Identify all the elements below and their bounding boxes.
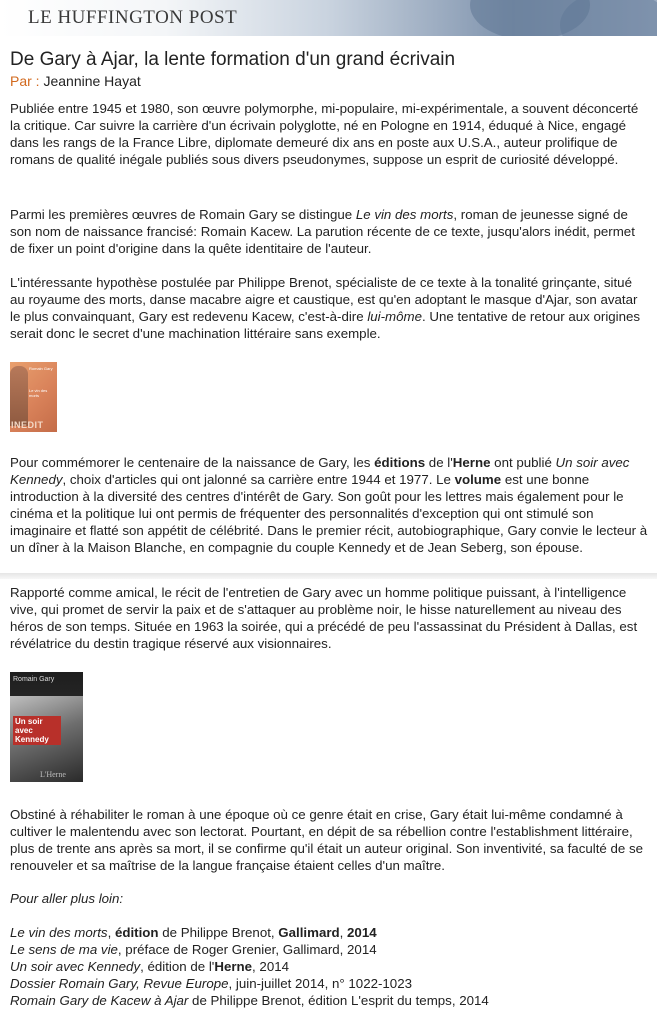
reference-item [10, 924, 650, 941]
paragraph-3 [10, 274, 650, 342]
ref-link-2014[interactable]: 2014 [347, 925, 377, 940]
ref-link-gallimard[interactable]: Gallimard [278, 925, 340, 940]
ref-text: , [339, 925, 348, 940]
further-reading-title: Pour aller plus loin: [10, 891, 124, 906]
p3-text-a: L'intéressante hypothèse postulée par Philippe Brenot, spécialiste de ce texte à la tonalité grinçante, situé au royaume des morts, danse macabre aigre et caustique, est qu'en adoptant le masque d'Ajar, son avatar le plus convainquant, Gary est redevenu Kacew, c'est-à-dire [10, 275, 638, 324]
cover2-author: Romain Gary [13, 676, 55, 683]
ref-text: de Philippe Brenot, [158, 925, 279, 940]
p4-text-e: ont publié [490, 455, 556, 470]
ref-text: , juin-juillet 2014, n° 1022-1023 [228, 976, 412, 991]
cover1-publisher: INEDIT [11, 420, 44, 430]
ref-text: , édition de l' [140, 959, 215, 974]
paragraph-5 [10, 584, 650, 652]
p4-text-a: Pour commémorer le centenaire de la naissance de Gary, les [10, 455, 375, 470]
reference-item [10, 992, 650, 1009]
p2-text-a: Parmi les premières œuvres de Romain Gary se distingue [10, 207, 356, 222]
p4-link-editions[interactable]: éditions [374, 455, 426, 470]
p2-text-c: , roman de jeunesse signé de son nom de naissance francisé: Romain Kacew. La parution récente de ce texte, jusqu'alors inédit, permet de fixer un point d'origine dans la quête identitaire de l'auteur. [10, 207, 635, 256]
ref-text: , préface de Roger Grenier, Gallimard, 2014 [117, 942, 377, 957]
cover1-title: Le vin des morts [29, 388, 48, 398]
ref-title: Le sens de ma vie [10, 942, 118, 957]
p4-text-g: , choix d'articles qui ont jalonné sa carrière entre 1944 et 1977. Le [62, 472, 455, 487]
paragraph-2 [10, 206, 650, 257]
book-cover-le-vin-des-morts[interactable] [10, 362, 57, 432]
cover1-author: Romain Gary [29, 366, 53, 371]
paragraph-5-text: Rapporté comme amical, le récit de l'entretien de Gary avec un homme politique puissant, à l'intelligence vive, qui promet de servir la paix et de s'attaquer au problème noir, le hisse naturellement au niveau des héros de son temps. Située en 1963 la soirée, qui a précédé de peu l'assassinat du Président à Dallas, est révélatrice du destin tragique réservé aux visionnaires. [10, 585, 638, 651]
ref-title: Un soir avec Kennedy [10, 959, 141, 974]
p2-book-title: Le vin des morts [355, 207, 454, 222]
paragraph-1 [10, 100, 650, 168]
p4-text-c: de l' [425, 455, 453, 470]
reference-item [10, 958, 650, 975]
p4-link-herne[interactable]: Herne [452, 455, 491, 470]
ref-title: Romain Gary de Kacew à Ajar [10, 993, 189, 1008]
p3-text-c: . Une tentative de retour aux origines serait donc le secret d'une machination littéraire sans exemple. [10, 309, 641, 341]
ref-link-herne[interactable]: Herne [214, 959, 253, 974]
cover2-publisher: L'Herne [40, 770, 66, 779]
portrait-image [10, 366, 28, 426]
paragraph-4 [10, 454, 650, 556]
reference-item [10, 975, 650, 992]
references-list [10, 924, 650, 1009]
section-divider [0, 573, 657, 579]
p4-text-i: est une bonne introduction à la diversité des centres d'intérêt de Gary. Son goût pour les lettres mais également pour le cinéma et la politique lui ont permis de fréquenter des personnalités d'exception qui ont stimulé son imaginaire et flatté son appétit de célébrité. Dans le premier récit, autobiographique, Gary convie le lecteur à un dîner à la Maison Blanche, en compagnie du couple Kennedy et de Jean Seberg, son épouse. [10, 472, 648, 555]
author-name[interactable]: Jeannine Hayat [43, 73, 141, 89]
p4-book-title: Un soir avec Kennedy [10, 455, 630, 487]
further-reading-heading [10, 890, 650, 907]
p3-italic: lui-môme [367, 309, 423, 324]
ref-text: , 2014 [252, 959, 290, 974]
paragraph-6-text: Obstiné à réhabiliter le roman à une époque où ce genre était en crise, Gary était lui-même condamné à cultiver le malentendu avec son lectorat. Pourtant, en dépit de sa rébellion contre l'establishment littéraire, plus de trente ans après sa mort, il se confirme qu'il était un auteur original. Son inventivité, sa faculté de se renouveler et sa maîtrise de la langue française étaient celles d'un maître. [10, 807, 644, 873]
cover2-title: Un soir avec Kennedy [13, 716, 61, 745]
byline [10, 73, 141, 89]
ref-title: Le vin des morts [10, 925, 108, 940]
byline-label: Par : [10, 73, 40, 89]
masthead [0, 0, 657, 36]
reference-item [10, 941, 650, 958]
ref-title: Dossier Romain Gary, Revue Europe [10, 976, 229, 991]
p4-link-volume[interactable]: volume [454, 472, 502, 487]
book-cover-un-soir-avec-kennedy[interactable] [10, 672, 83, 782]
paragraph-1-text: Publiée entre 1945 et 1980, son œuvre polymorphe, mi-populaire, mi-expérimentale, a souvent déconcerté la critique. Car suivre la carrière d'un écrivain polyglotte, né en Pologne en 1914, éduqué à Nice, engagé dans les rangs de la France Libre, diplomate demeuré dix ans en poste aux U.S.A., auteur prolifique de romans de qualité inégale publiés sous divers pseudonymes, suppose un esprit de curiosité développé. [10, 101, 639, 167]
ref-text: de Philippe Brenot, édition L'esprit du temps, 2014 [188, 993, 489, 1008]
ref-link-edition[interactable]: édition [114, 925, 159, 940]
paragraph-6 [10, 806, 650, 874]
ref-text: , [107, 925, 115, 940]
site-logo[interactable]: LE HUFFINGTON POST [28, 7, 238, 28]
article-title: De Gary à Ajar, la lente formation d'un grand écrivain [10, 49, 456, 70]
